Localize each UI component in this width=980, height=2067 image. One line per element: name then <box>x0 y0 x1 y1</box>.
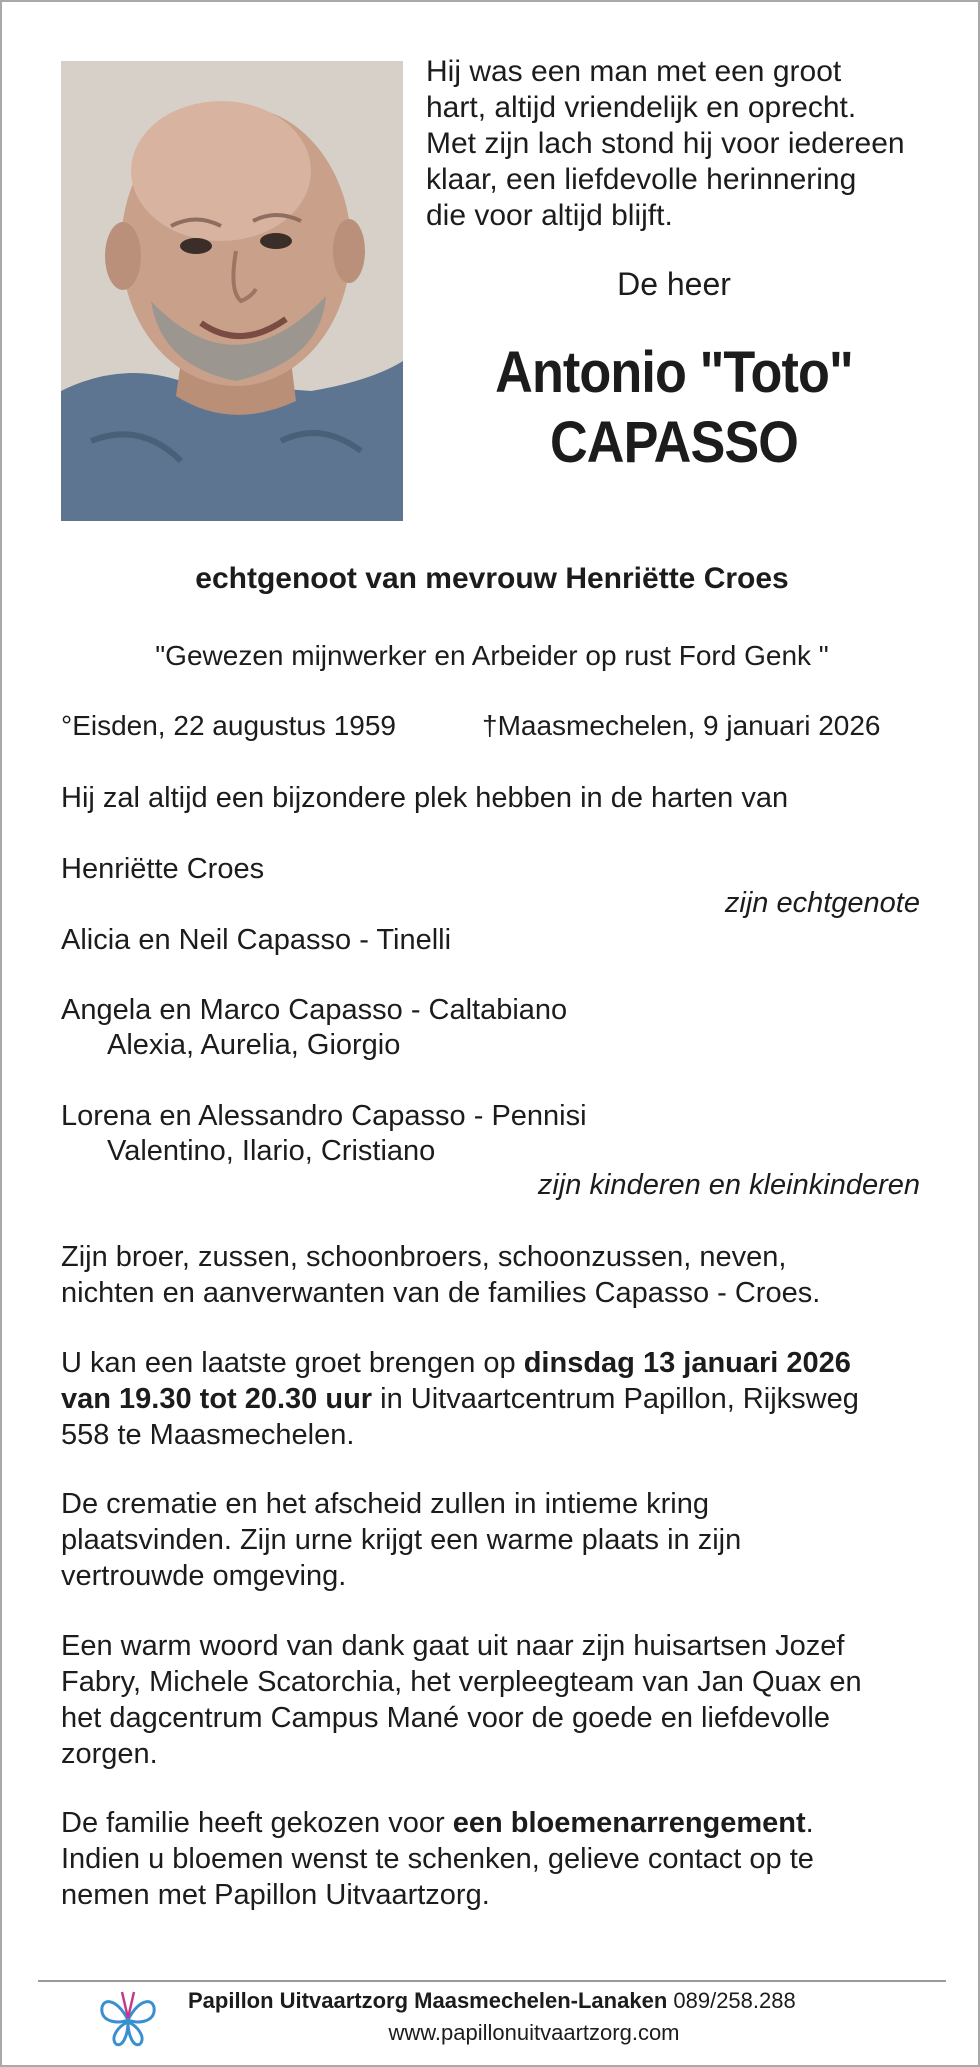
cremation <box>61 1486 923 1594</box>
flowers-pre: De familie heeft gekozen voor <box>61 1807 453 1839</box>
funeral-home-url[interactable]: www.papillonuitvaartzorg.com <box>388 2020 680 2045</box>
thanks-line: Een warm woord van dank gaat uit naar zijn huisartsen Jozef <box>61 1630 845 1662</box>
death-info: †Maasmechelen, 9 januari 2026 <box>482 710 881 741</box>
footer-divider <box>38 1980 946 1982</box>
funeral-home-info <box>188 1988 796 2014</box>
family-child-1: Alicia en Neil Capasso - Tinelli <box>61 924 452 956</box>
cremation-line: De crematie en het afscheid zullen in intieme kring <box>61 1488 709 1520</box>
intro-line: hart, altijd vriendelijk en oprecht. <box>426 91 857 124</box>
visitation-date: dinsdag 13 januari 2026 <box>523 1347 851 1379</box>
funeral-home-url-row <box>2 2020 980 2046</box>
flowers-line: nemen met Papillon Uitvaartzorg. <box>61 1879 490 1911</box>
family-child-2: Angela en Marco Capasso - Caltabiano <box>61 994 568 1026</box>
intro-poem <box>426 54 906 234</box>
relatives-line: nichten en aanverwanten van de families Capasso - Croes. <box>61 1277 821 1309</box>
flowers-bold: een bloemenarrengement <box>452 1807 806 1839</box>
funeral-home-name: Papillon Uitvaartzorg Maasmechelen-Lanaken <box>188 1988 668 2013</box>
funeral-home-phone[interactable]: 089/258.288 <box>667 1988 796 2013</box>
spouse-role: zijn echtgenote <box>724 887 920 919</box>
spouse-of: echtgenoot van mevrouw Henriëtte Croes <box>195 562 789 595</box>
family-child-3-kids: Valentino, Ilario, Cristiano <box>107 1135 436 1167</box>
flowers-line: Indien u bloemen wenst te schenken, gelieve contact op te <box>61 1843 814 1875</box>
thanks <box>61 1628 923 1772</box>
visitation <box>61 1345 923 1453</box>
salutation: De heer <box>617 266 731 302</box>
visitation-location: in Uitvaartcentrum Papillon, Rijksweg <box>372 1383 859 1415</box>
intro-line: Hij was een man met een groot <box>426 55 842 88</box>
family-child-2-kids: Alexia, Aurelia, Giorgio <box>107 1029 401 1061</box>
relatives <box>61 1239 923 1311</box>
flowers-post: . <box>805 1807 814 1839</box>
family-spouse: Henriëtte Croes <box>61 853 265 885</box>
visitation-address: 558 te Maasmechelen. <box>61 1419 355 1451</box>
relatives-line: Zijn broer, zussen, schoonbroers, schoonzussen, neven, <box>61 1241 787 1273</box>
visitation-pre: U kan een laatste groet brengen op <box>61 1347 524 1379</box>
children-role: zijn kinderen en kleinkinderen <box>537 1169 920 1201</box>
flowers <box>61 1805 923 1913</box>
intro-line: die voor altijd blijft. <box>426 199 673 232</box>
family-child-3: Lorena en Alessandro Capasso - Pennisi <box>61 1100 587 1132</box>
thanks-line: zorgen. <box>61 1738 158 1770</box>
deceased-name <box>451 338 897 478</box>
thanks-line: Fabry, Michele Scatorchia, het verpleegteam van Jan Quax en <box>61 1666 862 1698</box>
intro-line: Met zijn lach stond hij voor iedereen <box>426 127 905 160</box>
mourners-intro: Hij zal altijd een bijzondere plek hebben in de harten van <box>61 782 789 814</box>
cremation-line: vertrouwde omgeving. <box>61 1560 347 1592</box>
thanks-line: het dagcentrum Campus Mané voor de goede en liefdevolle <box>61 1702 830 1734</box>
visitation-time: van 19.30 tot 20.30 uur <box>61 1383 373 1415</box>
occupation-quote: "Gewezen mijnwerker en Arbeider op rust Ford Genk " <box>155 640 829 671</box>
name-line-1: Antonio "Toto" <box>495 340 853 405</box>
birth-info: °Eisden, 22 augustus 1959 <box>61 710 397 741</box>
name-line-2: CAPASSO <box>550 410 798 475</box>
cremation-line: plaatsvinden. Zijn urne krijgt een warme plaats in zijn <box>61 1524 742 1556</box>
portrait-photo <box>61 61 403 521</box>
intro-line: klaar, een liefdevolle herinnering <box>426 163 857 196</box>
